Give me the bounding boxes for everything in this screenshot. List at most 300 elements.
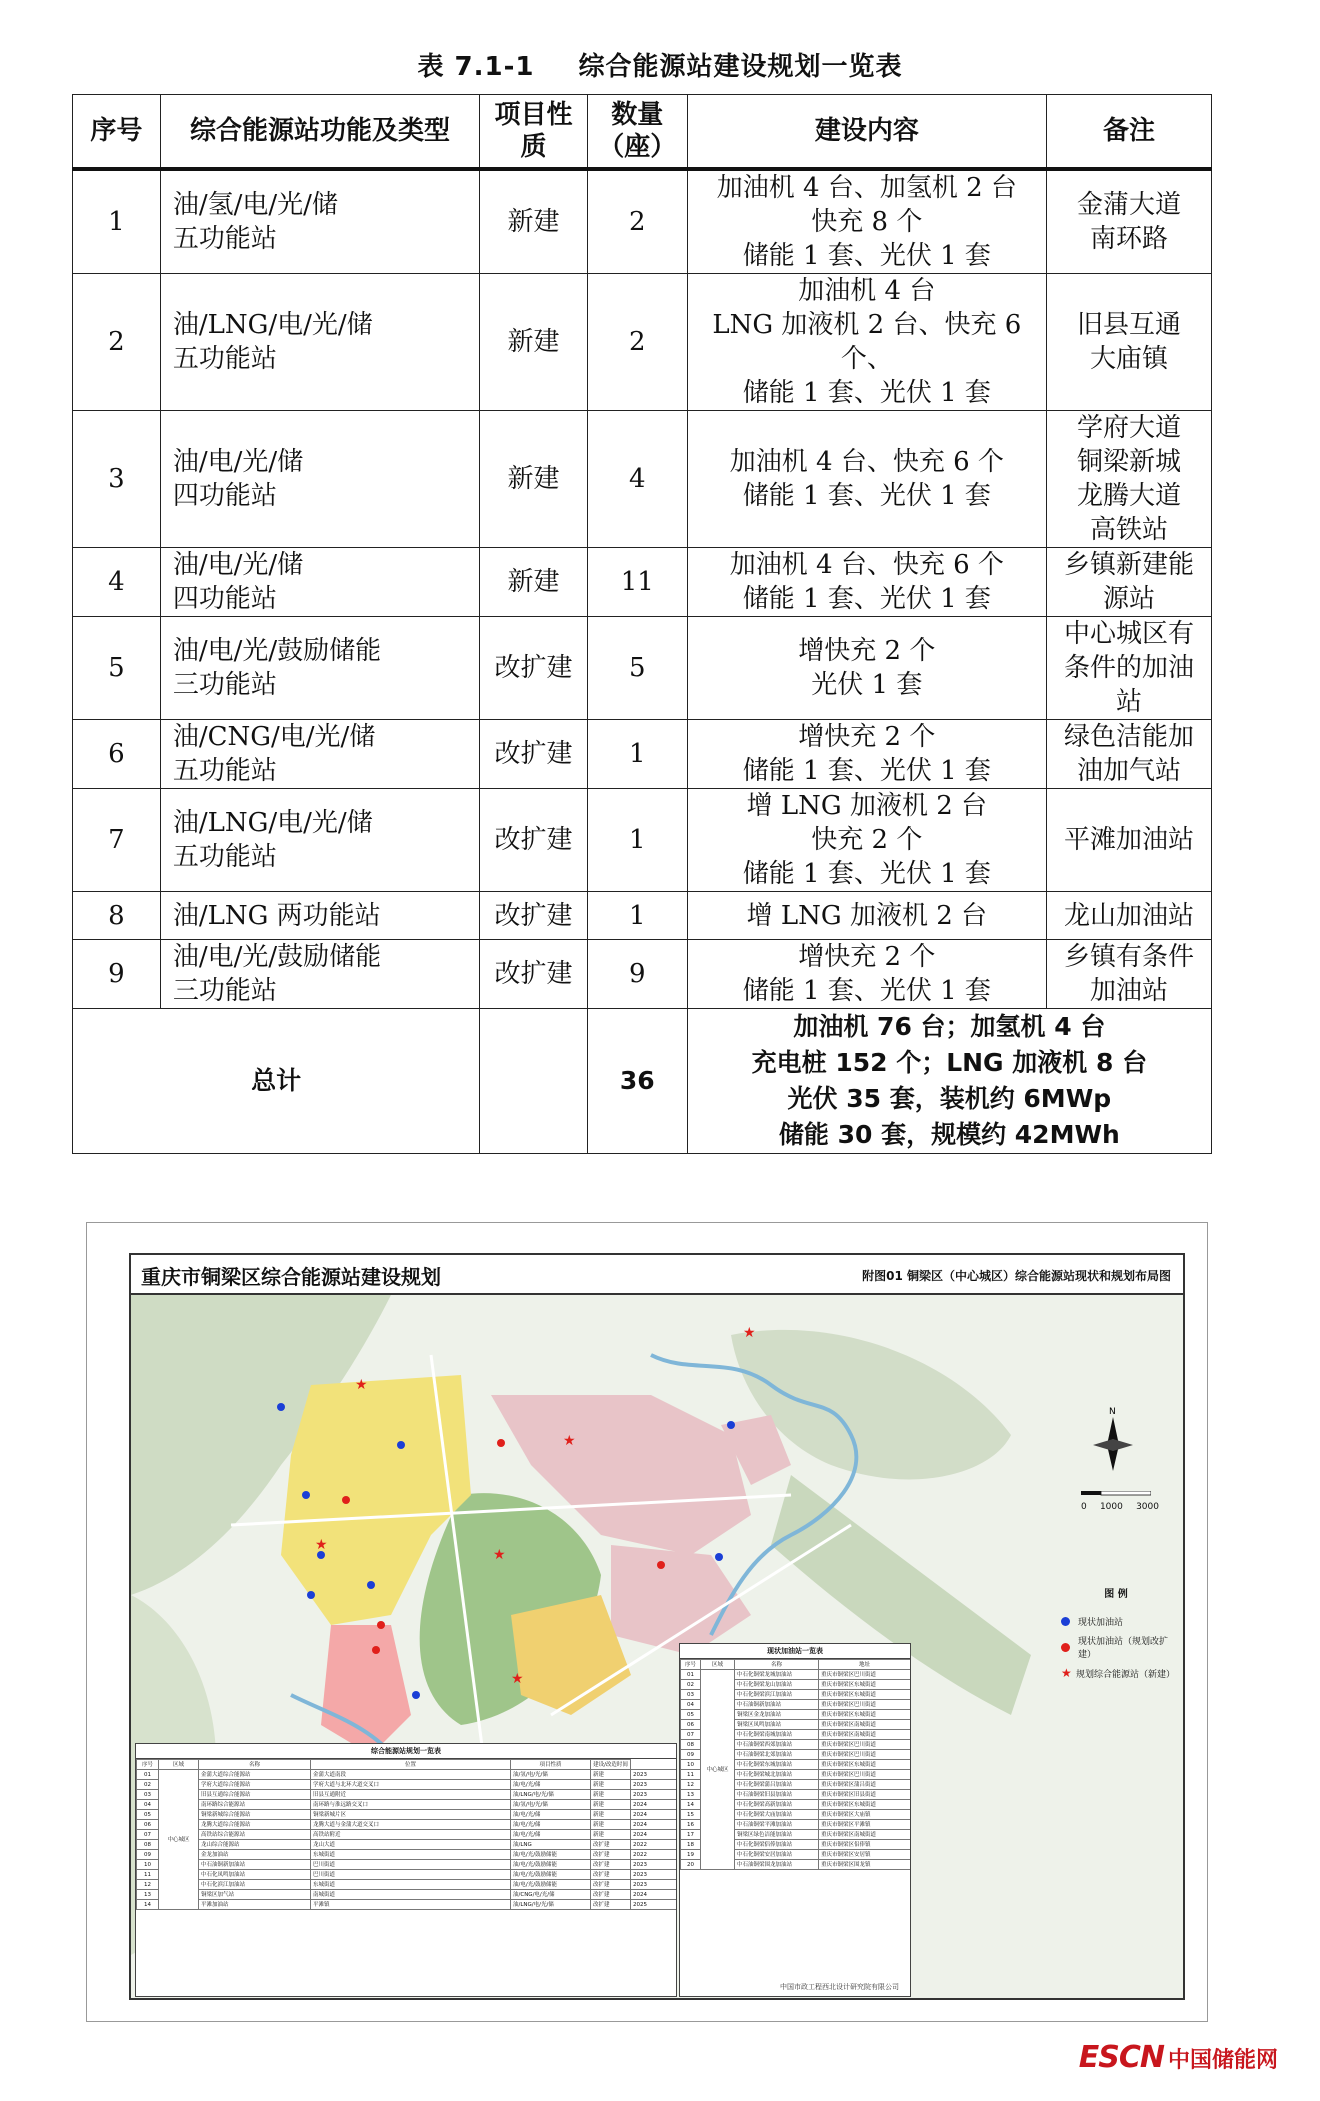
mini-cell: 学府大道与北环大道交叉口	[311, 1780, 511, 1790]
mini-header-cell: 区域	[701, 1660, 735, 1670]
cell-line: 储能 1 套、光伏 1 套	[742, 584, 991, 614]
red-dot-icon	[1061, 1643, 1070, 1652]
cell-line: 储能 1 套、光伏 1 套	[742, 859, 991, 889]
mini-cell: 油/电/光/储	[511, 1830, 591, 1840]
mini-cell: 龙腾大道与金蒲大道交叉口	[311, 1820, 511, 1830]
legend-title: 图 例	[1104, 1589, 1128, 1600]
column-header	[73, 95, 161, 170]
cell-line: 三功能站	[172, 670, 277, 700]
mini-cell: 改扩建	[591, 1890, 631, 1900]
project-nature: 新建	[480, 548, 588, 617]
plan-mini-table-grid	[136, 1759, 677, 1910]
mini-cell: 平滩镇	[311, 1900, 511, 1910]
construction-content	[687, 411, 1046, 548]
total-label: 总计	[73, 1009, 480, 1154]
mini-cell: 新建	[591, 1810, 631, 1820]
mini-cell: 2024	[631, 1800, 677, 1810]
mini-cell: 中石化铜梁龙城加油站	[735, 1670, 819, 1680]
cell-line: 储能 1 套、光伏 1 套	[742, 378, 991, 408]
cell-line: 增 LNG 加液机 2 台	[746, 791, 988, 821]
station-count: 1	[587, 720, 687, 789]
column-header	[687, 95, 1046, 170]
cell-line: 增快充 2 个	[798, 636, 936, 666]
cell-line: （座）	[598, 132, 677, 162]
cell-line: 绿色洁能加	[1063, 722, 1194, 752]
mini-cell: 2023	[631, 1870, 677, 1880]
cell-line: 综合能源站功能及类型	[189, 116, 450, 146]
mini-cell: 01	[681, 1670, 701, 1680]
project-nature: 改扩建	[480, 720, 588, 789]
legend-label: 现状加油站	[1078, 1617, 1124, 1628]
mini-row	[137, 1830, 677, 1840]
row-number: 9	[73, 940, 161, 1009]
mini-cell: 中石化铜梁安居加油站	[735, 1850, 819, 1860]
cell-line: 油/LNG 两功能站	[172, 900, 381, 931]
mini-cell: 重庆市铜梁区平滩镇	[819, 1820, 911, 1830]
mini-cell: 东城街道	[311, 1880, 511, 1890]
mini-cell: 2023	[631, 1780, 677, 1790]
mini-cell: 2023	[631, 1860, 677, 1870]
remark	[1046, 411, 1211, 548]
cell-line: 储能 1 套、光伏 1 套	[742, 241, 991, 271]
cell-line: 光伏 1 套	[811, 670, 923, 700]
status-mini-table-grid	[680, 1659, 911, 1870]
brand-latin: ESCN	[1078, 2040, 1164, 2075]
mini-cell: 14	[681, 1800, 701, 1810]
mini-cell: 中石油铜新加油站	[735, 1700, 819, 1710]
cell-line: 加油机 4 台、快充 6 个	[729, 447, 1004, 477]
mini-cell: 中石油铜梁围龙加油站	[735, 1860, 819, 1870]
mini-cell: 13	[681, 1790, 701, 1800]
mini-cell: 金龙加油站	[199, 1850, 311, 1860]
mini-cell: 05	[681, 1710, 701, 1720]
construction-content	[687, 169, 1046, 274]
upgrade-station-marker	[497, 1439, 505, 1447]
mini-cell: 新建	[591, 1780, 631, 1790]
cell-line: 高铁站	[1089, 515, 1168, 545]
mini-header-cell: 序号	[681, 1660, 701, 1670]
mini-cell: 03	[137, 1790, 159, 1800]
existing-station-marker	[367, 1581, 375, 1589]
mini-cell: 铜梁新城片区	[311, 1810, 511, 1820]
mini-cell: 改扩建	[591, 1870, 631, 1880]
mini-cell: 旧县互通综合能源站	[199, 1790, 311, 1800]
project-nature: 改扩建	[480, 617, 588, 720]
mini-cell: 重庆市铜梁区围龙镇	[819, 1860, 911, 1870]
remark	[1046, 940, 1211, 1009]
mini-cell: 中石化铜梁龙山加油站	[735, 1680, 819, 1690]
cell-line: 油/氢/电/光/储	[172, 190, 338, 220]
mini-header-row	[681, 1660, 911, 1670]
mini-cell: 中石化铜梁城北加油站	[735, 1770, 819, 1780]
existing-station-marker	[412, 1691, 420, 1699]
mini-cell: 新建	[591, 1770, 631, 1780]
mini-row	[137, 1870, 677, 1880]
mini-cell: 铜梁区加气站	[199, 1890, 311, 1900]
station-type	[160, 169, 479, 274]
mini-cell: 龙山大道	[311, 1840, 511, 1850]
cell-line: 油/电/光/鼓励储能	[172, 942, 382, 972]
mini-row	[137, 1840, 677, 1850]
new-station-marker: ★	[563, 1433, 576, 1449]
construction-content	[687, 548, 1046, 617]
row-number: 2	[73, 274, 161, 411]
existing-station-marker	[397, 1441, 405, 1449]
mini-cell: 13	[137, 1890, 159, 1900]
mini-cell: 新建	[591, 1820, 631, 1830]
mini-cell: 油/电/光/鼓励储能	[511, 1870, 591, 1880]
plan-mini-table	[135, 1743, 677, 1997]
mini-cell: 12	[137, 1880, 159, 1890]
mini-cell: 新建	[591, 1830, 631, 1840]
mini-cell: 18	[681, 1840, 701, 1850]
table-number: 表 7.1-1	[417, 52, 535, 82]
mini-cell: 05	[137, 1810, 159, 1820]
mini-header-cell: 位置	[311, 1760, 511, 1770]
cell-line: 储能 1 套、光伏 1 套	[742, 976, 991, 1006]
cell-line: 加油站	[1089, 976, 1168, 1006]
new-station-marker: ★	[315, 1537, 328, 1553]
mini-cell: 中石化铜梁滨江加油站	[735, 1690, 819, 1700]
cell-line: 五功能站	[172, 756, 277, 786]
cell-line: 建设内容	[814, 116, 919, 146]
row-number: 4	[73, 548, 161, 617]
mini-cell: 重庆市铜梁区安居镇	[819, 1850, 911, 1860]
cell-line: 龙山加油站	[1063, 900, 1194, 931]
mini-cell: 04	[681, 1700, 701, 1710]
compass-icon	[1091, 1405, 1135, 1475]
mini-cell: 03	[681, 1690, 701, 1700]
map-figure	[86, 1222, 1208, 2022]
mini-cell: 重庆市铜梁区南城街道	[819, 1720, 911, 1730]
mini-cell: 07	[137, 1830, 159, 1840]
mini-cell: 东城街道	[311, 1850, 511, 1860]
existing-station-marker	[715, 1553, 723, 1561]
cell-line: 光伏 35 套，装机约 6MWp	[787, 1084, 1112, 1113]
scale-bar-graphic	[1081, 1491, 1151, 1499]
cell-line: 三功能站	[172, 976, 277, 1006]
station-count: 1	[587, 789, 687, 892]
energy-station-plan-table	[72, 94, 1212, 1154]
construction-content	[687, 720, 1046, 789]
table-row	[73, 940, 1212, 1009]
remark	[1046, 789, 1211, 892]
cell-line: 油/电/光/鼓励储能	[172, 636, 382, 666]
existing-station-marker	[307, 1591, 315, 1599]
remark	[1046, 892, 1211, 940]
table-row	[73, 617, 1212, 720]
remark	[1046, 274, 1211, 411]
station-type	[160, 617, 479, 720]
mini-cell: 平滩加油站	[199, 1900, 311, 1910]
mini-cell: 中石化铜梁蒲吕加油站	[735, 1780, 819, 1790]
plan-mini-table-title: 综合能源站规划一览表	[136, 1744, 676, 1759]
station-count: 11	[587, 548, 687, 617]
cell-line: 铜梁新城	[1076, 447, 1181, 477]
column-header	[480, 95, 588, 170]
new-station-marker: ★	[493, 1547, 506, 1563]
mini-cell: 08	[137, 1840, 159, 1850]
mini-cell: 15	[681, 1810, 701, 1820]
project-nature: 改扩建	[480, 940, 588, 1009]
mini-cell: 重庆市铜梁区巴川街道	[819, 1770, 911, 1780]
mini-cell: 南环路综合能源站	[199, 1800, 311, 1810]
mini-cell: 龙腾大道综合能源站	[199, 1820, 311, 1830]
mini-header-cell: 地址	[819, 1660, 911, 1670]
mini-cell: 19	[681, 1850, 701, 1860]
legend-item-new	[1061, 1660, 1176, 1686]
station-type	[160, 411, 479, 548]
mini-cell: 02	[681, 1680, 701, 1690]
table-header-row	[73, 95, 1212, 170]
mini-row	[137, 1790, 677, 1800]
station-count: 2	[587, 169, 687, 274]
construction-content	[687, 274, 1046, 411]
mini-header-cell: 区域	[159, 1760, 199, 1770]
mini-cell: 10	[681, 1760, 701, 1770]
mini-cell: 铜梁区凤鸣加油站	[735, 1720, 819, 1730]
cell-line: 加油机 4 台、加氢机 2 台	[716, 173, 1017, 203]
mini-cell: 09	[137, 1850, 159, 1860]
cell-line: 快充 8 个	[811, 207, 923, 237]
station-type	[160, 940, 479, 1009]
scale-label: 0	[1081, 1502, 1087, 1512]
column-header	[1046, 95, 1211, 170]
table-row	[73, 548, 1212, 617]
mini-cell: 17	[681, 1830, 701, 1840]
table-row	[73, 411, 1212, 548]
station-count: 5	[587, 617, 687, 720]
mini-cell: 油/LNG	[511, 1840, 591, 1850]
scale-segment	[1101, 1491, 1151, 1495]
mini-cell: 重庆市铜梁区南城街道	[819, 1730, 911, 1740]
cell-line: 项目	[494, 100, 547, 130]
mini-cell: 07	[681, 1730, 701, 1740]
mini-cell: 中石油铜梁西郊加油站	[735, 1740, 819, 1750]
cell-line: 性质	[520, 100, 573, 162]
status-mini-table	[679, 1643, 911, 1997]
legend-item-existing	[1061, 1608, 1171, 1634]
status-mini-table-title: 现状加油站一览表	[680, 1644, 910, 1659]
mini-cell: 2023	[631, 1790, 677, 1800]
new-station-marker: ★	[355, 1377, 368, 1393]
station-count: 9	[587, 940, 687, 1009]
mini-cell: 重庆市铜梁区东城街道	[819, 1710, 911, 1720]
mini-cell: 06	[137, 1820, 159, 1830]
mini-cell: 铜梁区金龙加油站	[735, 1710, 819, 1720]
mini-cell: 中石油铜梁北郊加油站	[735, 1750, 819, 1760]
map-legend	[1061, 1585, 1176, 1686]
column-header	[587, 95, 687, 170]
mini-cell: 油/CNG/电/光/储	[511, 1890, 591, 1900]
mini-header-cell: 建设/改造时间	[591, 1760, 631, 1770]
mini-cell: 巴川街道	[311, 1860, 511, 1870]
mini-cell: 中石化滨江加油站	[199, 1880, 311, 1890]
total-row	[73, 1009, 1212, 1154]
mini-cell: 改扩建	[591, 1900, 631, 1910]
mini-cell: 11	[681, 1770, 701, 1780]
mini-cell: 油/电/光/储	[511, 1780, 591, 1790]
brand-cn: 中国储能网	[1167, 2048, 1278, 2073]
map-canvas	[131, 1295, 1183, 1998]
mini-header-cell: 项目性质	[511, 1760, 591, 1770]
cell-line: 学府大道	[1076, 413, 1181, 443]
project-nature: 新建	[480, 411, 588, 548]
mini-row	[681, 1670, 911, 1680]
cell-line: 数量	[611, 100, 664, 130]
mini-cell: 01	[137, 1770, 159, 1780]
mini-cell: 改扩建	[591, 1860, 631, 1870]
new-station-marker: ★	[743, 1325, 756, 1341]
table-caption	[0, 46, 1320, 83]
mini-cell: 08	[681, 1740, 701, 1750]
mini-row	[137, 1780, 677, 1790]
table-row	[73, 789, 1212, 892]
mini-cell: 重庆市铜梁区南城街道	[819, 1830, 911, 1840]
mini-cell: 中石化铜梁大庙加油站	[735, 1810, 819, 1820]
scale-label: 3000	[1136, 1502, 1159, 1512]
north-label: N	[1109, 1407, 1116, 1417]
cell-line: 增快充 2 个	[798, 722, 936, 752]
cell-line: 序号	[90, 116, 143, 146]
column-header	[160, 95, 479, 170]
mini-cell: 02	[137, 1780, 159, 1790]
mini-cell: 16	[681, 1820, 701, 1830]
mini-cell: 油/LNG/电/光/储	[511, 1900, 591, 1910]
mini-row	[137, 1810, 677, 1820]
mini-cell: 11	[137, 1870, 159, 1880]
station-type	[160, 892, 479, 940]
cell-line: 充电桩 152 个；LNG 加液机 8 台	[751, 1048, 1148, 1077]
cell-line: 金蒲大道	[1076, 190, 1181, 220]
construction-content	[687, 892, 1046, 940]
mini-header-cell: 名称	[199, 1760, 311, 1770]
total-content	[687, 1009, 1211, 1154]
cell-line: 五功能站	[172, 842, 277, 872]
map-title: 重庆市铜梁区综合能源站建设规划	[141, 1265, 441, 1289]
mini-row	[137, 1900, 677, 1910]
remark	[1046, 169, 1211, 274]
compass-arrow-ew	[1093, 1439, 1133, 1451]
cell-line: 增 LNG 加液机 2 台	[746, 900, 988, 931]
mini-cell: 2023	[631, 1880, 677, 1890]
map-sheet	[129, 1253, 1185, 2000]
remark	[1046, 617, 1211, 720]
cell-line: 条件的加油	[1063, 653, 1194, 683]
construction-content	[687, 940, 1046, 1009]
station-type	[160, 548, 479, 617]
mini-cell: 龙山综合能源站	[199, 1840, 311, 1850]
project-nature: 改扩建	[480, 789, 588, 892]
mini-cell: 油/LNG/电/光/储	[511, 1790, 591, 1800]
cell-line: 平滩加油站	[1063, 825, 1194, 855]
mini-cell: 金蒲大道综合能源站	[199, 1770, 311, 1780]
mini-cell: 2024	[631, 1830, 677, 1840]
cell-line: 五功能站	[172, 344, 277, 374]
cell-line: 大庙镇	[1089, 344, 1168, 374]
mini-cell: 重庆市铜梁区侣俸镇	[819, 1840, 911, 1850]
mini-cell: 油/电/光/鼓励储能	[511, 1880, 591, 1890]
mini-cell: 2025	[631, 1900, 677, 1910]
construction-content	[687, 789, 1046, 892]
mini-area-cell: 中心城区	[159, 1770, 199, 1910]
mini-cell: 06	[681, 1720, 701, 1730]
mini-cell: 南城街道	[311, 1890, 511, 1900]
upgrade-station-marker	[372, 1646, 380, 1654]
existing-station-marker	[727, 1421, 735, 1429]
mini-cell: 2022	[631, 1840, 677, 1850]
mini-cell: 学府大道综合能源站	[199, 1780, 311, 1790]
mini-cell: 重庆市铜梁区巴川街道	[819, 1750, 911, 1760]
mini-row	[137, 1890, 677, 1900]
cell-line: 加油机 4 台	[798, 276, 936, 306]
mini-area-cell: 中心城区	[701, 1670, 735, 1870]
mini-cell: 南环路与淮远路交叉口	[311, 1800, 511, 1810]
table-row	[73, 720, 1212, 789]
cell-line: LNG 加液机 2 台、快充 6 个、	[712, 310, 1022, 374]
legend-label: 现状加油站（规划改扩建）	[1078, 1637, 1169, 1660]
cell-line: 四功能站	[172, 584, 277, 614]
total-count: 36	[587, 1009, 687, 1154]
station-count: 1	[587, 892, 687, 940]
cell-line: 储能 30 套，规模约 42MWh	[778, 1120, 1120, 1149]
existing-station-marker	[277, 1403, 285, 1411]
new-station-marker: ★	[511, 1671, 524, 1687]
upgrade-station-marker	[342, 1496, 350, 1504]
cell-line: 旧县互通	[1076, 310, 1181, 340]
mini-cell: 重庆市铜梁区巴川街道	[819, 1740, 911, 1750]
mini-header-cell: 名称	[735, 1660, 819, 1670]
mini-cell: 重庆市铜梁区巴川街道	[819, 1700, 911, 1710]
cell-line: 储能 1 套、光伏 1 套	[742, 481, 991, 511]
station-type	[160, 274, 479, 411]
mini-cell: 巴川街道	[311, 1870, 511, 1880]
mini-cell: 中石化铜梁高新加油站	[735, 1800, 819, 1810]
mini-cell: 2022	[631, 1850, 677, 1860]
row-number: 3	[73, 411, 161, 548]
map-header	[131, 1255, 1183, 1295]
station-count: 2	[587, 274, 687, 411]
mini-cell: 10	[137, 1860, 159, 1870]
mini-cell: 旧县互通附近	[311, 1790, 511, 1800]
mini-cell: 金蒲大道南段	[311, 1770, 511, 1780]
station-count: 4	[587, 411, 687, 548]
mini-header-row	[137, 1760, 677, 1770]
row-number: 1	[73, 169, 161, 274]
mini-cell: 油/氢/电/光/储	[511, 1770, 591, 1780]
legend-item-upgrade	[1061, 1634, 1171, 1660]
mini-cell: 重庆市铜梁区东城街道	[819, 1800, 911, 1810]
mini-cell: 中石化铜梁南城加油站	[735, 1730, 819, 1740]
row-number: 6	[73, 720, 161, 789]
existing-station-marker	[302, 1491, 310, 1499]
cell-line: 油/LNG/电/光/储	[172, 808, 373, 838]
mini-cell: 12	[681, 1780, 701, 1790]
mini-header-cell: 序号	[137, 1760, 159, 1770]
station-type	[160, 720, 479, 789]
mini-row	[137, 1800, 677, 1810]
cell-line: 加油机 4 台、快充 6 个	[729, 550, 1004, 580]
blue-dot-icon	[1061, 1617, 1070, 1626]
remark	[1046, 720, 1211, 789]
upgrade-station-marker	[657, 1561, 665, 1569]
cell-line: 快充 2 个	[811, 825, 923, 855]
mini-cell: 铜梁新城综合能源站	[199, 1810, 311, 1820]
mini-cell: 2024	[631, 1810, 677, 1820]
mini-row	[137, 1860, 677, 1870]
mini-cell: 中石化铜梁侣俸加油站	[735, 1840, 819, 1850]
row-number: 5	[73, 617, 161, 720]
